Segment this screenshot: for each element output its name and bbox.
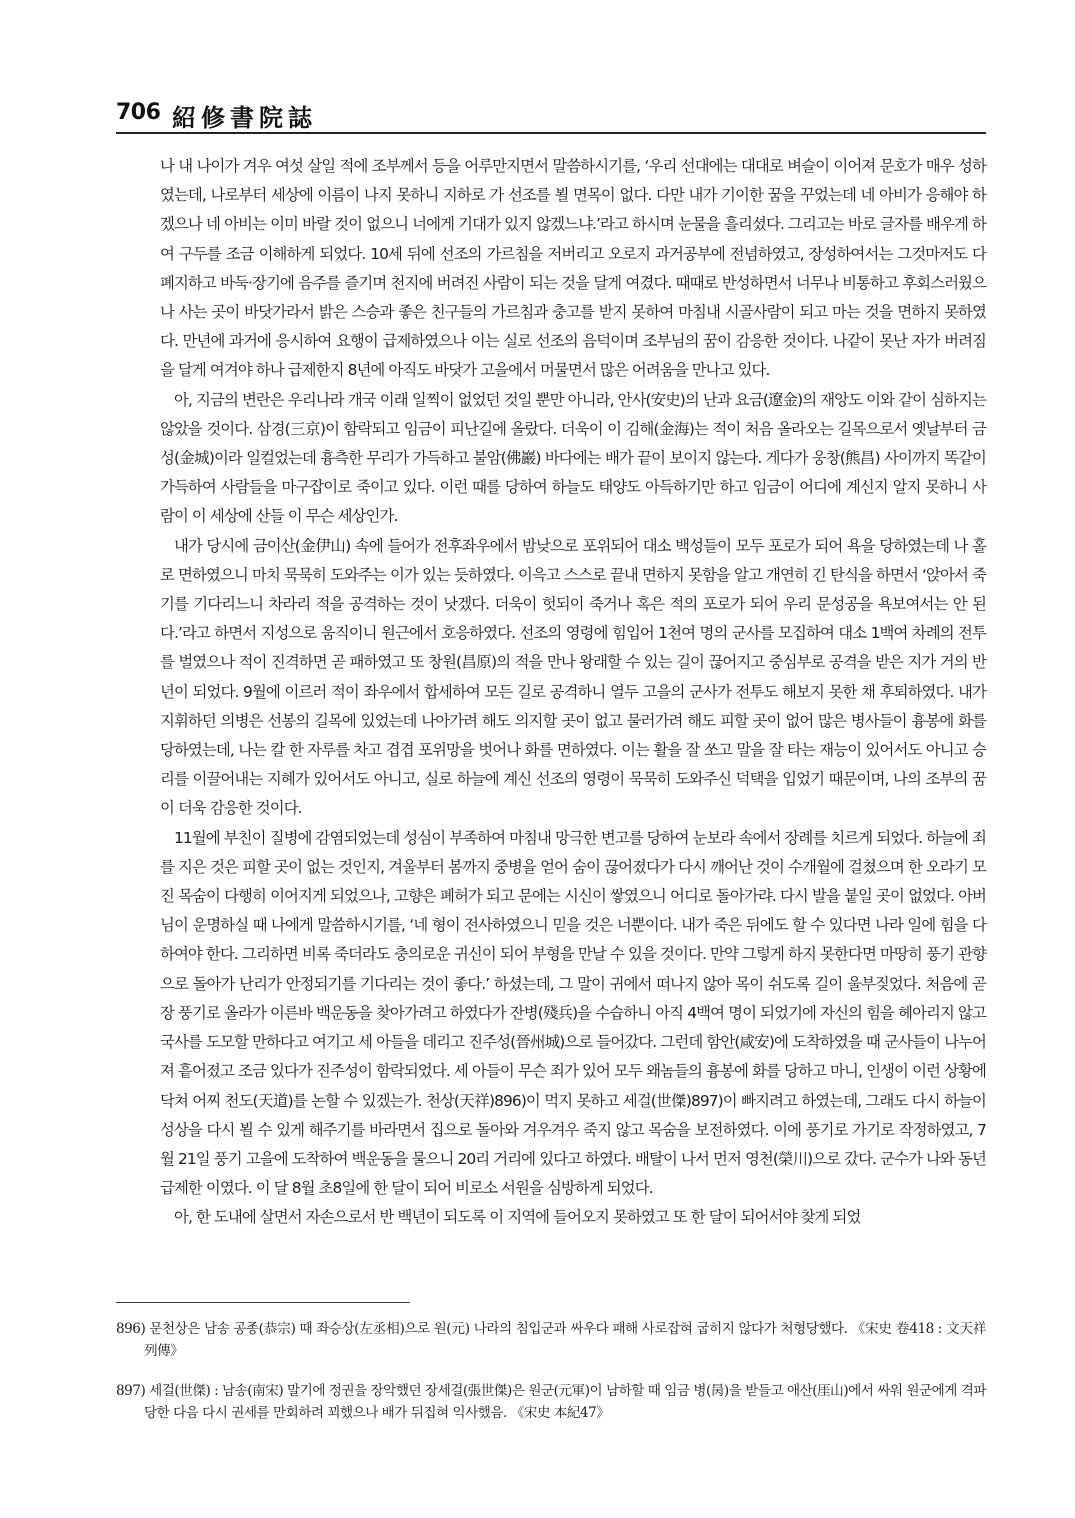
footnotes [116,1318,986,1442]
paragraph: 11월에 부친이 질병에 감염되었는데 성심이 부족하여 마침내 망극한 변고를 당하여 눈보라 속에서 장례를 치르게 되었다. 하늘에 죄를 지은 것은 피할 곳이 없는 것인지, 겨울부터 봄까지 중병을 얻어 숨이 끊어졌다가 다시 깨어난 것이 수개월에 걸쳤으며 한 오라기 모진 목숨이 다행히 이어지게 되었으나, 고향은 폐허가 되고 문에는 시신이 쌓였으니 어디로 돌아가랴. 다시 발을 붙일 곳이 없었다. 아버님이 운명하실 때 나에게 말씀하시기를, ‘네 형이 전사하였으니 믿을 것은 너뿐이다. 내가 죽은 뒤에도 할 수 있다면 나라 일에 힘을 다하여야 한다. 그리하면 비록 죽더라도 충의로운 귀신이 되어 부형을 만날 수 있을 것이다. 만약 그렇게 하지 못한다면 마땅히 풍기 관향으로 돌아가 난리가 안정되기를 기다리는 것이 좋다.’ 하셨는데, 그 말이 귀에서 떠나지 않아 목이 쉬도록 길이 울부짖었다. 처음에 곧장 풍기로 올라가 이른바 백운동을 찾아가려고 하였다가 잔병(殘兵)을 수습하니 아직 4백여 명이 되었기에 자신의 힘을 헤아리지 않고 국사를 도모할 만하다고 여기고 세 아들을 데리고 진주성(晉州城)으로 들어갔다. 그런데 함안(咸安)에 도착하였을 때 군사들이 나누어져 흩어졌고 조금 있다가 진주성이 함락되었다. 세 아들이 무슨 죄가 있어 모두 왜놈들의 흉봉에 화를 당하고 마니, 인생이 이런 상황에 닥쳐 어찌 천도(天道)를 논할 수 있겠는가. 천상(天祥)896)이 먹지 못하고 세걸(世傑)897)이 빠지려고 하였는데, 그래도 다시 하늘이 성상을 다시 뵐 수 있게 해주기를 바라면서 집으로 돌아와 겨우겨우 죽지 않고 목숨을 보전하였다. 이에 풍기로 가기로 작정하였고, 7월 21일 풍기 고을에 도착하여 백운동을 물으니 20리 거리에 있다고 하였다. 배탈이 나서 먼저 영천(榮川)으로 갔다. 군수가 나와 동년 급제한 이였다. 이 달 8월 초8일에 한 달이 되어 비로소 서원을 심방하게 되었다. [160,828,986,1198]
page-header [116,98,986,134]
footnote-896: 896) 문천상은 남송 공종(恭宗) 때 좌승상(左丞相)으로 원(元) 나라의 침입군과 싸우다 패해 사로잡혀 굽히지 않다가 처형당했다. 《宋史 卷418 : 文天祥列傳》 [116,1321,986,1359]
book-title: 紹修書院誌 [172,103,317,132]
paragraph: 나 내 나이가 겨우 여섯 살일 적에 조부께서 등을 어루만지면서 말씀하시기를, ‘우리 선대에는 대대로 벼슬이 이어져 문호가 매우 성하였는데, 나로부터 세상에 이름이 나지 못하니 지하로 가 선조를 뵐 면목이 없다. 다만 내가 기이한 꿈을 꾸었는데 네 아비가 응해야 하겠으나 네 아비는 이미 바랄 것이 없으니 너에게 기대가 있지 않겠느냐.’라고 하시며 눈물을 흘리셨다. 그리고는 바로 글자를 배우게 하여 구두를 조금 이해하게 되었다. 10세 뒤에 선조의 가르침을 저버리고 오로지 과거공부에 전념하였고, 장성하여서는 그것마저도 다 폐지하고 바둑·장기에 음주를 즐기며 천지에 버려진 사람이 되는 것을 달게 여겼다. 때때로 반성하면서 너무나 비통하고 후회스러웠으나 사는 곳이 바닷가라서 밝은 스승과 좋은 친구들의 가르침과 충고를 받지 못하여 마침내 시골사람이 되고 마는 것을 면하지 못하였다. 만년에 과거에 응시하여 요행이 급제하였으나 이는 실로 선조의 음덕이며 조부님의 꿈이 감응한 것이다. 나같이 못난 자가 버려짐을 달게 여겨야 하나 급제한지 8년에 아직도 바닷가 고을에서 머물면서 많은 어려움을 만나고 있다. [160,157,986,380]
footnote-divider [116,1302,410,1303]
footnote-897: 897) 세걸(世傑) : 남송(南宋) 말기에 정권을 장악했던 장세걸(張世傑)은 원군(元軍)이 남하할 때 임금 병(昺)을 받들고 애산(厓山)에서 싸워 원군에게 격파당한 다음 다시 권세를 만회하려 꾀했으나 배가 뒤집혀 익사했음. 《宋史 本紀47》 [116,1383,986,1421]
paragraph: 아, 지금의 변란은 우리나라 개국 이래 일찍이 없었던 것일 뿐만 아니라, 안사(安史)의 난과 요금(遼金)의 재앙도 이와 같이 심하지는 않았을 것이다. 삼경(三京)이 함락되고 임금이 피난길에 올랐다. 더욱이 이 김해(金海)는 적이 처음 올라오는 길목으로서 옛날부터 금성(金城)이라 일컬었는데 흉측한 무리가 가득하고 불암(佛巖) 바다에는 배가 끝이 보이지 않는다. 게다가 웅창(熊昌) 사이까지 똑같이 가득하여 사람들을 마구잡이로 죽이고 있다. 이런 때를 당하여 하늘도 태양도 아득하기만 하고 임금이 어디에 계신지 알지 못하니 사람이 이 세상에 산들 이 무슨 세상인가. [160,390,986,526]
paragraph: 내가 당시에 금이산(金伊山) 속에 들어가 전후좌우에서 밤낮으로 포위되어 대소 백성들이 모두 포로가 되어 욕을 당하였는데 나 홀로 면하였으니 마치 묵묵히 도와주는 이가 있는 듯하였다. 이윽고 스스로 끝내 면하지 못함을 알고 개연히 긴 탄식을 하면서 ‘앉아서 죽기를 기다리느니 차라리 적을 공격하는 것이 낫겠다. 더욱이 헛되이 죽거나 혹은 적의 포로가 되어 우리 문성공을 욕보여서는 안 된다.’라고 하면서 지성으로 움직이니 원근에서 호응하였다. 선조의 영령에 힘입어 1천여 명의 군사를 모집하여 대소 1백여 차례의 전투를 벌였으나 적이 진격하면 곧 패하였고 또 창원(昌原)의 적을 만나 왕래할 수 있는 길이 끊어지고 중심부로 공격을 받은 지가 거의 반년이 되었다. 9월에 이르러 적이 좌우에서 합세하여 모든 길로 공격하니 열두 고을의 군사가 전투도 해보지 못한 채 후퇴하였다. 내가 지휘하던 의병은 선봉의 길목에 있었는데 나아가려 해도 의지할 곳이 없고 물러가려 해도 피할 곳이 없어 많은 병사들이 흉봉에 화를 당하였는데, 나는 칼 한 자루를 차고 겹겹 포위망을 벗어나 화를 면하였다. 이는 활을 잘 쏘고 말을 잘 타는 재능이 있어서도 아니고 승리를 이끌어내는 지혜가 있어서도 아니고, 실로 하늘에 계신 선조의 영령이 묵묵히 도와주신 덕택을 입었기 때문이며, 나의 조부의 꿈이 더욱 감응한 것이다. [160,536,986,818]
body-text [160,152,986,1233]
paragraph: 아, 한 도내에 살면서 자손으로서 반 백년이 되도록 이 지역에 들어오지 못하였고 또 한 달이 되어서야 찾게 되었 [174,1208,861,1227]
page-number: 706 [116,100,161,125]
